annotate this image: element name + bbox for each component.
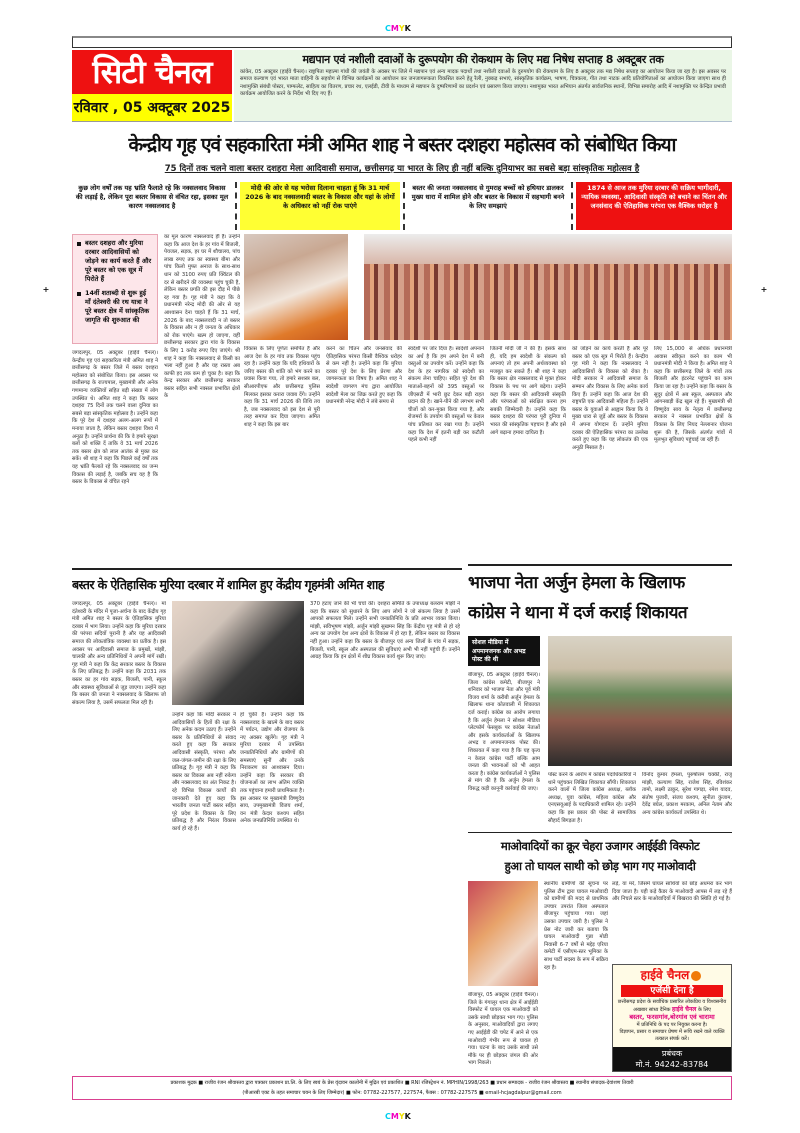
imprint-footer (72, 1076, 732, 1100)
mark-c: C (385, 1112, 391, 1121)
maoist-headline-line2: हुआ तो घायल साथी को छोड़ भाग गए माओवादी (504, 859, 696, 873)
color-registration-mark (385, 24, 411, 34)
bjp-headline-line2: कांग्रेस ने थाना में दर्ज कराई शिकायत (468, 603, 688, 623)
ad-contact (613, 1047, 731, 1071)
top-story (234, 50, 732, 122)
section-rule (72, 568, 462, 570)
divider (403, 182, 405, 230)
ad-line3: विज्ञापन, प्रसार व समाचार प्रेषण में रूचि रखने वाले व्यक्ति तत्काल संपर्क करें। (619, 1029, 725, 1042)
mark-c: C (385, 24, 391, 33)
lead-column-4: करने का चिंतन और जनसंवाद की ऐतिहासिक परंपरा किसी वैश्विक धरोहर से कम नहीं है। उन्होंने कहा कि मुरिया दरबार पूरे देश के लिए प्रेरणा और जागरूकता का विषय है। अमित शाह ने स्वदेशी जागरण मंच द्वारा आयोजित स्वदेशी मेला का जिक्र करते हुए कहा कि प्रधानमंत्री नरेन्द्र मोदी ने लंबे समय से (326, 346, 402, 406)
ad-phone: मो.नं. 94242-83784 (635, 1060, 709, 1069)
mark-k: K (404, 1112, 411, 1121)
section-rule (468, 564, 732, 566)
bjp-column-2: पोस्ट करने के आरोप में कांग्रेस पदाधिकारियों ने थाने पहुंचकर लिखित शिकायत सौंपी। शिकायत करने वालों में जिला कांग्रेस अध्यक्ष, ब्लॉक अध्यक्ष, युवा कांग्रेस, महिला कांग्रेस और एनएसयूआई के पदाधिकारी शामिल रहे। उन्होंने कहा कि इस प्रकार की पोस्ट से सामाजिक सौहार्द बिगड़ता है। (548, 772, 636, 824)
ad-places: बस्तर, फरसगांव,बोरगांव एवं चारामा (629, 1013, 715, 1021)
bjp-headline-line1: भाजपा नेता अर्जुन हेमला के खिलाफ (468, 573, 685, 593)
top-story-headline: मद्यपान एवं नशीली दवाओं के दुरूपयोग की रोकथाम के लिए मद्य निषेध सप्ताह 8 अक्टूबर तक (302, 53, 664, 66)
ad-line1-end: के लिए (697, 1007, 711, 1013)
ad-banner: एजेंसी देना है (621, 985, 723, 997)
kicker-4: 1874 से आज तक मुरिया दरबार की सक्रिय भागीदारी, न्यायिक व्यवस्था, आदिवासी संस्कृति को बचाने का चिंतन और जनसंवाद की ऐतिहासिक परंपरा एक वैश्विक धरोहर है (576, 182, 732, 230)
section-rule (468, 832, 732, 833)
lead-subheadline: 75 दिनों तक चलने वाला बस्तर दशहरा मेला आदिवासी समाज, छत्तीसगढ़ या भारत के लिए ही नहीं बल्कि दुनियाभर का सबसे बड़ा सांस्कृतिक महोत्सव है (164, 164, 640, 174)
bjp-column-3: विनोद कुमार हेमला, पुरुषोत्तम चक्की, राजू मांझी, कल्याण सिंह, राजेश सिंह, रविशंकर तामो, लक्ष्मी ठाकुर, सुरेश गागड़ा, रमेश यादव, संतोष पुजारी, संजय कश्यप, सुनीता कुंजाम, देवेंद्र बघेल, प्रकाश मरकाम, अनिल नेताम और अन्य कांग्रेस कार्यकर्ता उपस्थित थे। (642, 772, 732, 816)
ad-brand-inline: हाईवे चैनल (672, 1006, 697, 1013)
ad-line1: छत्तीसगढ़ प्रदेश के सर्वाधिक प्रसारित लोकप्रिय व विश्वसनीय अखबार सांध्य दैनिक (617, 999, 727, 1013)
ad-logo (613, 967, 731, 983)
highway-channel-ad (612, 964, 732, 1072)
mark-m: M (390, 1112, 399, 1121)
muria-column-3: हो चुकी है। उन्होंने कहा कि नक्सलवाद के खात्मे के बाद बस्तर में पर्यटन, उद्योग और रोजगार के नए अवसर खुलेंगे। गृह मंत्री ने मुरिया दरबार में उपस्थित जनप्रतिनिधियों और ग्रामीणों की समस्याएं सुनीं और उनके निराकरण का आश्वासन दिया। उन्होंने कहा कि सरकार की योजनाओं का लाभ अंतिम व्यक्ति तक पहुंचाना हमारी प्राथमिकता है। इस अवसर पर मुख्यमंत्री विष्णुदेव साय, उपमुख्यमंत्री विजय शर्मा, वन मंत्री केदार कश्यप सहित अनेक जनप्रतिनिधि उपस्थित थे। (240, 712, 304, 825)
maoist-column-2: स्थानीय ग्रामीणों की सूचना पर पुलिस टीम द्वारा घायल माओवादी को ग्रामीणों की मदद से प्राथमिक उपचार उपरांत जिला अस्पताल बीजापुर पहुंचाया गया। जहां उसका उपचार जारी है। पुलिस ने प्रेस नोट जारी कर बताया कि घायल माओवादी गुन्ना मोडी निवासी 6-7 वर्षों से मद्देड़ एरिया कमेटी में एसीएम-स्तर भूमिका के साथ पार्टी सदस्य के रूप में सक्रिय रहा है। (544, 881, 608, 971)
divider (571, 182, 573, 230)
lead-column-1: जगदलपुर, 05 अक्टूबर (हाईवे चैनल)। केन्द्रीय गृह एवं सहकारिता मंत्री अमित शाह ने छत्तीसगढ़ के बस्तर जिले में बस्तर दशहरा महोत्सव को संबोधित किया। इस अवसर पर छत्तीसगढ़ के राज्यपाल, मुख्यमंत्री और अनेक गणमान्य व्यक्तियों सहित बड़ी संख्या में लोग उपस्थित थे। अमित शाह ने कहा कि बस्तर दशहरा 75 दिनों तक चलने वाला दुनिया का सबसे बड़ा सांस्कृतिक महोत्सव है। उन्होंने कहा कि पूरे देश में दशहरा अलग-अलग रूपों में मनाया जाता है, लेकिन बस्तर दशहरा विश्व में अनूठा है। उन्होंने प्रार्थना की कि वे हमारे सुरक्षा बलों को शक्ति दें ताकि वे 31 मार्च 2026 तक बस्तर क्षेत्र को लाल आतंक से मुक्त कर सकें। श्री शाह ने कहा कि पिछले कई वर्षों तक यह भ्रांति फैलाते रहे कि नक्सलवाद का जन्म विकास की लड़ाई है, जबकि सच यह है कि बस्तर के विकास से वंचित रहने (72, 350, 158, 486)
highlight-item: 14वीं शताब्दी से शुरू हुई माँ दंतेश्वरी की रथ यात्रा ने पूरे बस्तर क्षेत्र में सांस्कृतिक जागृति की शुरुआत की (77, 289, 153, 325)
masthead (72, 50, 232, 122)
imprint-line2: (पीआरबी एक्ट के तहत समाचार चयन के लिए जिम्मेदार) ■ फोन: 07782-227577, 227574, फैक्स : 07782-227575 ■ email-hcjagdalpur@gmail.com (242, 1090, 562, 1096)
lead-column-6: जितनी मोदी जी ने की है। इसके साथ ही, यदि हम स्वदेशी के संकल्प को अपनाएं तो हम अपनी अर्थव्यवस्था को मजबूत कर सकते हैं। श्री शाह ने कहा कि बस्तर क्षेत्र नक्सलवाद से मुक्त होकर विकास के पथ पर आगे बढ़ेगा। उन्होंने कहा कि बस्तर की आदिवासी संस्कृति और परंपराओं को संरक्षित करना हम सबकी जिम्मेदारी है। उन्होंने कहा कि बस्तर दशहरा की परंपरा पूरी दुनिया में भारत की सांस्कृतिक पहचान है और इसे आगे बढ़ाना हमारा दायित्व है। (490, 346, 566, 436)
masthead-title: सिटी चैनल (72, 50, 232, 94)
muria-column-4: 370 हटाए जाने की भी चर्चा की। दशहरा समिति के उपाध्यक्ष बलराम मांझी ने कहा कि बस्तर को सुधारने के लिए आप लोगों ने जो संकल्प लिया है उसमें आपको सफलता मिले। उन्होंने सभी जनप्रतिनिधि के प्रति आभार व्यक्त किया। मांझी, सविभूषण मांझी, अर्जुन मांझी सुखमन सिंह कि केंद्रीय गृह मंत्री से हो रहे अन्य का उपयोग देश अन्य क्षेत्रों के विकास में हो रहा है, लेकिन बस्तर का विकास नहीं हुआ। उन्होंने कहा कि बस्तर के बीजापुर एवं अन्य जिलों के गांव में सड़क, बिजली, पानी, स्कूल और अस्पताल की सुविधाएं अभी भी नहीं पहुंची हैं। उन्होंने आग्रह किया कि इन क्षेत्रों में शीघ्र विकास कार्य शुरू किए जाएं। (310, 601, 460, 661)
bjp-headline (468, 568, 732, 630)
maoist-headline-line1: माओवादियों का क्रूर चेहरा उजागर आईईडी विस्फोट (500, 839, 700, 853)
maoist-column-3: लड़े, या मरे, जिसमें घायल साथियों को छोड़ अधमरा कर भाग दिया जाता है। यही कड़े कैडर के माओवादी आपस में लड़ रहे हैं और निचले स्तर के माओवादियों में बिखराव की स्थिति हो गई है। (612, 881, 732, 903)
mark-k: K (404, 24, 411, 33)
ad-body (613, 999, 731, 1043)
highlight-item: बस्तर दशहरा और मुरिया दरबार आदिवासियों को जोड़ने का कार्य करते हैं और पूरे बस्तर को एक सूत्र में पिरोते हैं (77, 239, 153, 284)
bjp-quote-box: सोशल मीडिया में अपमानजनक और अभद्र पोस्ट की थी (468, 636, 540, 666)
registration-cross-left: + (42, 285, 50, 294)
amit-shah-photo (244, 234, 348, 340)
muria-headline: बस्तर के ऐतिहासिक मुरिया दरबार में शामिल हुए केंद्रीय गृहमंत्री अमित शाह (72, 577, 384, 592)
kicker-1: कुछ लोग वर्षों तक यह भ्रांति फैलाते रहे कि नक्सलवाद विकास की लड़ाई है, लेकिन पूरा बस्तर विकास से वंचित रहा, इसका मूल कारण नक्सलवाद है (75, 184, 229, 210)
lead-column-3: विकास के लिए पूर्णतः समर्पित हैं और आज देश के हर गांव तक विकास पहुंच रहा है। उन्होंने कहा कि यदि हथियारों के जरिए बस्तर की शांति को भंग करने का प्रयास किया गया, तो हमारे सशस्त्र बल, सीआरपीएफ और छत्तीसगढ़ पुलिस मिलकर इसका करारा जवाब देंगे। उन्होंने कहा कि 31 मार्च 2026 की तिथि तय है, जब नक्सलवाद को इस देश से पूरी तरह समाप्त कर दिया जाएगा। अमित शाह ने कहा कि इस बार (244, 346, 320, 428)
color-registration-mark-bottom (385, 1112, 411, 1122)
congress-workers-photo (548, 636, 732, 766)
lead-headline: केन्द्रीय गृह एवं सहकारिता मंत्री अमित शाह ने बस्तर दशहरा महोत्सव को संबोधित किया (128, 134, 676, 156)
highlights-box (72, 234, 158, 344)
kicker-3: बस्तर की जनता नक्सलवाद से गुमराह बच्चों को हथियार डालकर मुख्य धारा में शामिल होने और बस्तर के विकास में सहभागी बनने के लिए समझाएं (411, 184, 565, 210)
lead-column-7: को जोड़ने का कार्य करती हैं और पूरे बस्तर को एक सूत्र में पिरोते हैं। केन्द्रीय गृह मंत्री ने कहा कि नक्सलवाद ने आदिवासियों के विकास को रोका है। मोदी सरकार ने आदिवासी समाज के सम्मान और विकास के लिए अनेक कार्य किए हैं। उन्होंने कहा कि आज देश की राष्ट्रपति एक आदिवासी महिला हैं। उन्होंने बस्तर के युवाओं से आह्वान किया कि वे मुख्य धारा से जुड़ें और बस्तर के विकास में अपना योगदान दें। उन्होंने मुरिया दरबार की ऐतिहासिक परंपरा का उल्लेख करते हुए कहा कि यह लोकतंत्र की एक अनूठी मिसाल है। (572, 346, 648, 451)
mark-m: M (390, 24, 399, 33)
masthead-date: रविवार , 05 अक्टूबर 2025 (72, 94, 232, 122)
crowd-photo (364, 234, 732, 340)
lead-column-2: का मूल कारण नक्सलवाद ही है। उन्होंने कहा कि आज देश के हर गांव में बिजली, पेयजल, सड़क, हर घर में शौचालय, पांच लाख रुपए तक का स्वास्थ्य बीमा और पांच किलो मुफ्त अनाज के साथ-साथ धान को 3100 रुपए प्रति क्विंटल की दर से खरीदने की व्यवस्था पहुंच चुकी है, लेकिन बस्तर प्रगति की इस दौड़ में पीछे रह गया है। गृह मंत्री ने कहा कि वे प्रधानमंत्री नरेन्द्र मोदी की ओर से यह आश्वासन देना चाहते हैं कि 31 मार्च, 2026 के बाद नक्सलवादी न तो बस्तर के विकास और न ही जनता के अधिकार को रोक पाएंगे। खत्म हो जाएगा, वहीं छत्तीसगढ़ सरकार द्वारा गांव के विकास के लिए 1 करोड़ रुपए दिए जाएंगे। श्री शाह ने कहा कि नक्सलवाद से किसी का भला नहीं हुआ है और यह रास्ता अब काफी हद तक कम हो चुका है। कहा कि केन्द्र सरकार और छत्तीसगढ़ सरकार बस्तर सहित सभी नक्सल प्रभावित क्षेत्रों के (164, 234, 240, 400)
maoist-column-1: बीजापुर, 05 अक्टूबर (हाईवे चैनल)। जिले के गंगालूर थाना क्षेत्र में आईईडी विस्फोट में घायल एक माओवादी को उसके साथी छोड़कर भाग गए। पुलिस के अनुसार, माओवादियों द्वारा लगाए गए आईईडी की चपेट में आने से एक माओवादी गंभीर रूप से घायल हो गया। घटना के बाद उसके साथी उसे मौके पर ही छोड़कर जंगल की ओर भाग निकले। (468, 992, 538, 1067)
mark-y: Y (398, 24, 405, 33)
top-rule (72, 36, 732, 48)
lead-column-8: लिए 15,000 से अधिक प्रधानमंत्री आवास स्वीकृत करने का काम भी प्रधानमंत्री मोदी ने किया है। अमित शाह ने कहा कि छत्तीसगढ़ जिले के गांवों तक बिजली और इंटरनेट पहुंचाने का काम किया जा रहा है। उन्होंने कहा कि बस्तर के सुदूर क्षेत्रों में अब स्कूल, अस्पताल और आंगनबाड़ी केंद्र खुल रहे हैं। मुख्यमंत्री श्री विष्णुदेव साय के नेतृत्व में छत्तीसगढ़ सरकार ने नक्सल प्रभावित क्षेत्रों के विकास के लिए नियद नेल्लानार योजना शुरू की है, जिसके अंतर्गत गांवों में मूलभूत सुविधाएं पहुंचाई जा रही हैं। (654, 346, 732, 444)
ad-contact-title: प्रबंधक (661, 1049, 683, 1058)
road-ball-icon (691, 971, 701, 981)
bjp-column-1: बीजापुर, 05 अक्टूबर (हाईवे चैनल)। जिला कांग्रेस कमेटी, बीजापुर ने शनिवार को भाजपा नेता और पूर्व मंत्री विजय शर्मा के करीबी अर्जुन हेमला के खिलाफ थाना कोतवाली में शिकायत दर्ज कराई। कांग्रेस का आरोप लगाया है कि अर्जुन हेमला ने सोशल मीडिया प्लेटफॉर्म फेसबुक पर कांग्रेस नेताओं और इसके कार्यकर्ताओं के खिलाफ अभद्र व अपमानजनक पोस्ट की। शिकायत में कहा गया है कि यह कृत्य न केवल कांग्रेस पार्टी बल्कि आम जनता की भावनाओं को भी आहत करता है। कांग्रेस कार्यकर्ताओं ने पुलिस से मांग की है कि अर्जुन हेमला के विरुद्ध कड़ी कानूनी कार्रवाई की जाए। (468, 672, 540, 792)
maoist-photo (468, 881, 538, 986)
ad-brand: हाईवे चैनल (640, 968, 690, 982)
kicker-2: मोदी की ओर से यह भरोसा दिलाना चाहता हूं कि 31 मार्च 2026 के बाद नक्सलवादी बस्तर के विकास और यहां के लोगों के अधिकार को नहीं रोक पाएंगे (240, 182, 400, 230)
newspaper-page (72, 36, 732, 1102)
lead-column-5: स्वदेशी पर जोर दिया है। स्वदेशी अपनाने का अर्थ है कि हम अपने देश में बनी वस्तुओं का उपयोग करें। उन्होंने कहा कि देश के हर नागरिक को स्वदेशी का संकल्प लेना चाहिए। सहित पूरे देश की माताओं-बहनों को 395 वस्तुओं पर जीएसटी में भारी छूट देकर बड़ी राहत प्रदान की है। खाने-पीने की लगभग सभी चीजों को कर-मुक्त किया गया है, और रोजमर्रा के उपयोग की वस्तुओं पर केवल पांच प्रतिशत कर रखा गया है। उन्होंने कहा कि देश में इतनी बड़ी कर कटौती पहले कभी नहीं (408, 346, 484, 444)
muria-column-2: उन्होंने कहा कि मोदी सरकार ने आदिवासियों के हितों की रक्षा के लिए अनेक कदम उठाए हैं। उन्होंने बस्तर के प्रतिनिधियों से संवाद करते हुए कहा कि सरकार आदिवासी संस्कृति, परंपरा और जल-जंगल-जमीन की रक्षा के लिए प्रतिबद्ध है। गृह मंत्री ने कहा कि बस्तर का विकास अब नहीं रुकेगा और नक्सलवाद का अंत निकट है। रहे विभिन्न विकास कार्यों की जानकारी देते हुए कहा कि भारतीय जनता पार्टी बस्तर सहित पूरे प्रदेश के विकास के लिए प्रतिबद्ध है और निरंतर विकास कार्य हो रहे हैं। (172, 712, 236, 832)
maoist-headline (468, 836, 732, 876)
imprint-line1: प्रकाशक मुद्रक ■ राजीव रंजन श्रीवास्तव द्वारा पत्रकार प्रकाशन प्रा.लि. के लिए स्वयं के प्रेस वृंदावन कालोनी में मुद्रित एवं प्रकाशित ■ RNI रजिस्ट्रेशन नं. MPHIN/1998/263 ■ प्रधान सम्पादक - राजीव रंजन श्रीवास्तव ■ स्थानीय संपादक-देवांशण तिवारी (170, 1080, 634, 1086)
mark-y: Y (398, 1112, 405, 1121)
registration-cross-right: + (760, 285, 768, 294)
muria-column-1: जगदलपुर, 05 अक्टूबर (हाईवे चैनल)। मां दंतेश्वरी के मंदिर में पूजा-अर्चना के बाद केंद्रीय गृह मंत्री अमित शाह ने बस्तर के ऐतिहासिक मुरिया दरबार में भाग लिया। उन्होंने कहा कि मुरिया दरबार की परंपरा सदियों पुरानी है और यह आदिवासी समाज की लोकतांत्रिक व्यवस्था का प्रतीक है। इस अवसर पर आदिवासी समाज के प्रमुखों, मांझी, चालकी और अन्य प्रतिनिधियों ने अपनी मांगें रखीं। गृह मंत्री ने कहा कि केंद्र सरकार बस्तर के विकास के लिए प्रतिबद्ध है। उन्होंने कहा कि 2031 तक बस्तर का हर गांव सड़क, बिजली, पानी, स्कूल और स्वास्थ्य सुविधाओं से जुड़ जाएगा। उन्होंने कहा कि बस्तर की जनता ने नक्सलवाद के खिलाफ जो संकल्प लिया है, उसमें सफलता मिल रही है। (72, 601, 166, 706)
muria-darbar-photo (172, 601, 304, 705)
divider (235, 182, 237, 230)
ad-line2: में प्रतिनिधि के पद पर नियुक्त करना है। (636, 1022, 708, 1028)
top-story-body: कांकेर, 05 अक्टूबर (हाईवे चैनल)। राष्ट्रपिता महात्मा गांधी की जयंती के अवसर पर जिले में मद्यपान एवं अन्य मादक पदार्थों तथा नशीली दवाओं के दुरुपयोग की रोकथाम के लिए 8 अक्टूबर तक मद्य निषेध सप्ताह का आयोजन किया जा रहा है। इस अवसर पर समाज कल्याण एवं भारत माता वाहिनी के सहयोग से विभिन्न कार्यक्रमों का आयोजन कर जनजागरूकता विकसित करने हेतु रैली, नुक्कड़ सभाएं, सांस्कृतिक कार्यक्रम, भाषण, चित्रकला, गीत तथा नाटक आदि प्रतियोगिताओं का आयोजन किया जाएगा साथ ही नशामुक्ति संबंधी पोस्टर, पाम्फलेट, साहित्य का वितरण, प्रचार रथ, एलईडी, टीवी के माध्यम से मद्यपान के दुष्परिणामों का प्रदर्शन एवं प्रसारण किया जाएगा। नशामुक्त भारत अभियान अंतर्गत सार्वजनिक स्थानों, विभिन्न समारोह आदि में नशामुक्ति पर केन्द्रित प्रभावी कार्यक्रम आयोजित करने के निर्देश भी दिए गए हैं। (240, 69, 726, 98)
